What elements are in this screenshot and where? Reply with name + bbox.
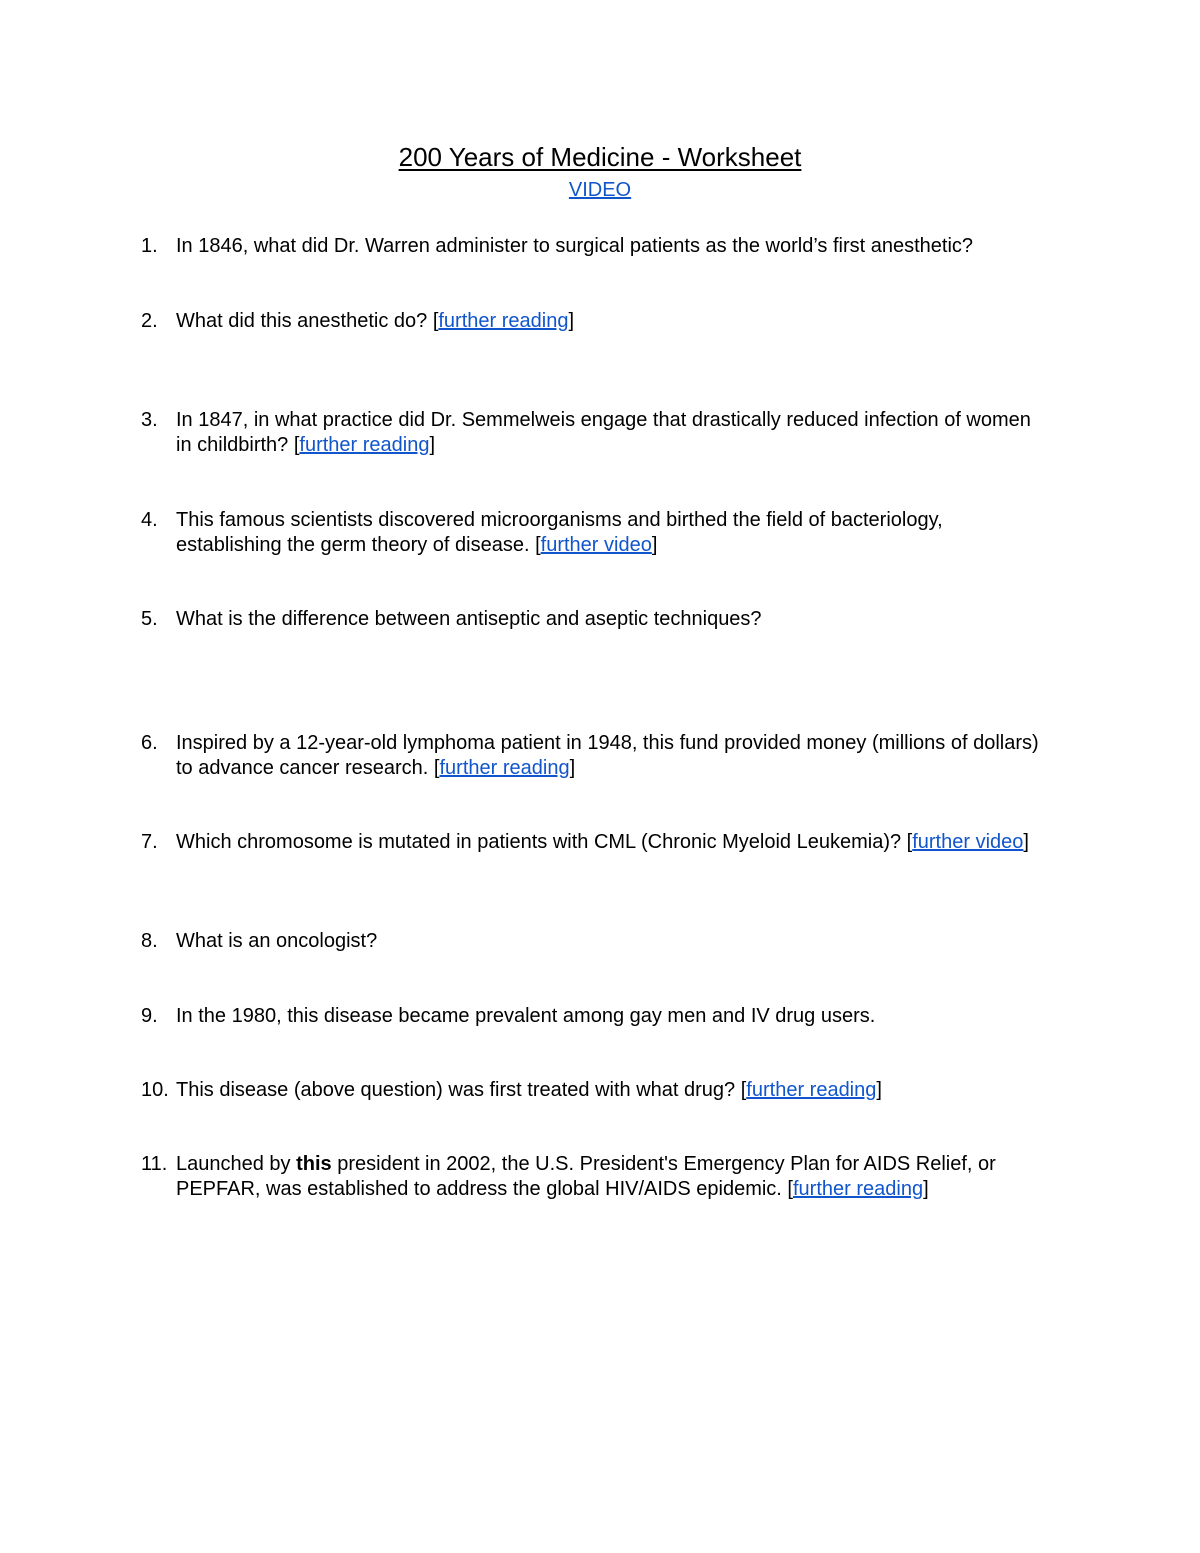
question-text-block [176, 309, 1046, 334]
question-3 [141, 408, 1046, 458]
question-text-block [176, 1152, 1046, 1202]
bracket-close: ] [651, 534, 658, 556]
question-number: 8. [141, 930, 158, 952]
question-number: 10. [141, 1079, 169, 1101]
question-text: In the 1980, this disease became prevalent among gay men and IV drug users. [176, 1005, 876, 1027]
question-text-block [176, 408, 1046, 458]
question-text: Which chromosome is mutated in patients with CML (Chronic Myeloid Leukemia)? [ [176, 831, 913, 853]
question-4 [141, 508, 1046, 558]
question-text: In 1846, what did Dr. Warren administer to surgical patients as the world’s first anesthetic? [176, 235, 974, 257]
bracket-close: ] [876, 1079, 882, 1101]
question-number: 5. [141, 608, 158, 630]
question-number: 3. [141, 409, 158, 431]
question-text-block [176, 1004, 1046, 1029]
question-10 [141, 1078, 1046, 1103]
question-number: 9. [141, 1005, 158, 1027]
further-reading-link[interactable]: further reading [746, 1079, 877, 1101]
question-text: What is an oncologist? [176, 930, 378, 952]
further-reading-link[interactable]: further reading [792, 1178, 924, 1200]
further-reading-link[interactable]: further reading [439, 757, 570, 779]
question-text: What is the difference between antiseptic and aseptic techniques? [176, 608, 762, 630]
question-text: In 1847, in what practice did Dr. Semmelweis engage that drastically reduced infection of women in childbirth? [ [176, 409, 1031, 456]
question-1 [141, 234, 1046, 259]
question-6 [141, 731, 1046, 781]
video-link-container [0, 177, 1200, 203]
further-reading-link[interactable]: further reading [299, 434, 430, 456]
question-2 [141, 309, 1046, 334]
bracket-close: ] [568, 310, 575, 332]
question-number: 6. [141, 732, 158, 754]
question-text: This famous scientists discovered microorganisms and birthed the field of bacteriology, establishing the germ theory of disease. [ [176, 509, 943, 556]
bracket-close: ] [923, 1178, 929, 1200]
question-text-block [176, 234, 1046, 259]
question-number: 11. [141, 1153, 168, 1175]
question-text-pre: Launched by [176, 1153, 297, 1175]
video-link[interactable]: VIDEO [568, 179, 632, 201]
question-text-block [176, 607, 1046, 632]
further-video-link[interactable]: further video [540, 534, 652, 556]
question-8 [141, 929, 1046, 954]
further-reading-link[interactable]: further reading [438, 310, 569, 332]
question-number: 1. [141, 235, 158, 257]
question-text-block [176, 929, 1046, 954]
question-number: 2. [141, 310, 158, 332]
question-text: Inspired by a 12-year-old lymphoma patient in 1948, this fund provided money (millions of dollars) to advance cancer research. [ [176, 732, 1039, 779]
question-text-block [176, 830, 1046, 855]
question-text-bold: this [296, 1153, 332, 1175]
question-text-block [176, 508, 1046, 558]
question-5 [141, 607, 1046, 632]
question-text: president in 2002, the U.S. President's Emergency Plan for AIDS Relief, or PEPFAR, was established to address the global HIV/AIDS epidemic. [ [176, 1153, 996, 1200]
question-text: What did this anesthetic do? [ [176, 310, 439, 332]
page-title: 200 Years of Medicine - Worksheet [398, 142, 802, 172]
question-9 [141, 1004, 1046, 1029]
question-7 [141, 830, 1046, 855]
question-text-block [176, 731, 1046, 781]
further-video-link[interactable]: further video [912, 831, 1024, 853]
question-text: This disease (above question) was first treated with what drug? [ [176, 1079, 747, 1101]
bracket-close: ] [569, 757, 576, 779]
question-text-block [176, 1078, 1046, 1103]
question-11 [141, 1152, 1046, 1202]
bracket-close: ] [429, 434, 436, 456]
bracket-close: ] [1023, 831, 1029, 853]
question-number: 7. [141, 831, 158, 853]
question-number: 4. [141, 509, 158, 531]
